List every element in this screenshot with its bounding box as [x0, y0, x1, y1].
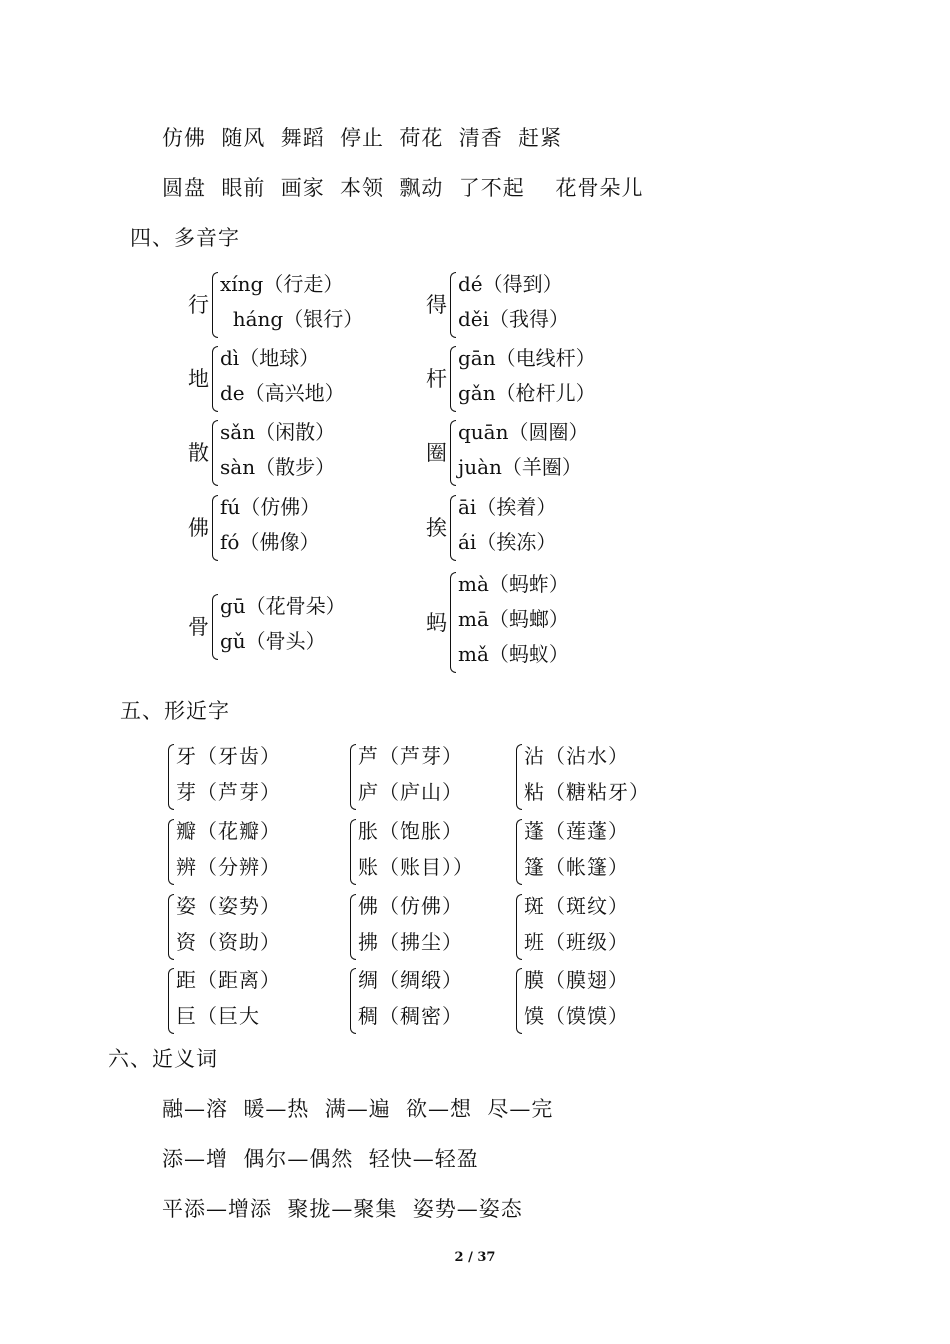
- brace-icon: [350, 968, 356, 1034]
- section-5-title: 五、形近字: [120, 699, 230, 723]
- similar-char: 资（资助）: [176, 930, 281, 954]
- section-6-title: 六、近义词: [108, 1047, 218, 1071]
- brace-icon: [350, 894, 356, 960]
- polyphonic-char: 杆: [426, 367, 447, 391]
- brace-icon: [450, 572, 456, 673]
- similar-char: 距（距离）: [176, 968, 281, 992]
- similar-char: 庐（庐山）: [358, 780, 463, 804]
- reading: fú（仿佛）: [220, 495, 321, 519]
- similar-char: 辨（分辨）: [176, 855, 281, 879]
- brace-icon: [450, 346, 456, 412]
- brace-icon: [212, 346, 218, 412]
- reading: mǎ（蚂蚁）: [458, 642, 569, 666]
- vocab-line-1: 仿佛 随风 舞蹈 停止 荷花 清香 赶紧: [162, 126, 563, 150]
- brace-icon: [516, 968, 522, 1034]
- similar-char: 绸（绸缎）: [358, 968, 463, 992]
- reading: dì（地球）: [220, 346, 320, 370]
- brace-icon: [212, 272, 218, 338]
- similar-char: 篷（帐篷）: [524, 855, 629, 879]
- brace-icon: [168, 744, 174, 810]
- brace-icon: [450, 495, 456, 561]
- reading: ái（挨冻）: [458, 530, 557, 554]
- brace-icon: [516, 744, 522, 810]
- reading: gǔ（骨头）: [220, 629, 326, 653]
- reading: fó（佛像）: [220, 530, 320, 554]
- similar-char: 账（账目））: [358, 855, 474, 879]
- similar-char: 班（班级）: [524, 930, 629, 954]
- brace-icon: [450, 272, 456, 338]
- brace-icon: [516, 894, 522, 960]
- similar-char: 拂（拂尘）: [358, 930, 463, 954]
- similar-char: 沾（沾水）: [524, 744, 629, 768]
- brace-icon: [168, 968, 174, 1034]
- reading: dé（得到）: [458, 272, 563, 296]
- reading: gān（电线杆）: [458, 346, 596, 370]
- similar-char: 膜（膜翅）: [524, 968, 629, 992]
- polyphonic-char: 行: [188, 293, 209, 317]
- synonym-line-3: 平添—增添 聚拢—聚集 姿势—姿态: [162, 1197, 523, 1221]
- reading: gǎn（枪杆儿）: [458, 381, 596, 405]
- page-number: 2 / 37: [454, 1250, 496, 1265]
- reading: āi（挨着）: [458, 495, 557, 519]
- brace-icon: [212, 420, 218, 486]
- similar-char: 稠（稠密）: [358, 1004, 463, 1028]
- polyphonic-char: 圈: [426, 441, 447, 465]
- polyphonic-char: 蚂: [426, 610, 447, 635]
- polyphonic-char: 佛: [188, 516, 209, 540]
- polyphonic-char: 散: [188, 441, 209, 465]
- reading: mā（蚂螂）: [458, 607, 569, 631]
- similar-char: 姿（姿势）: [176, 894, 281, 918]
- similar-char: 瓣（花瓣）: [176, 819, 281, 843]
- reading: sàn（散步）: [220, 455, 336, 479]
- similar-char: 牙（牙齿）: [176, 744, 281, 768]
- similar-char: 芦（芦芽）: [358, 744, 463, 768]
- polyphonic-char: 地: [188, 367, 209, 391]
- brace-icon: [212, 495, 218, 561]
- polyphonic-char: 得: [426, 293, 447, 317]
- similar-char: 粘（糖粘牙）: [524, 780, 650, 804]
- vocab-line-2: 圆盘 眼前 画家 本领 飘动 了不起 花骨朵儿: [162, 176, 644, 200]
- reading: gū（花骨朵）: [220, 594, 346, 618]
- reading: xíng（行走）: [220, 272, 344, 296]
- brace-icon: [212, 594, 218, 660]
- brace-icon: [350, 744, 356, 810]
- synonym-line-2: 添—增 偶尔—偶然 轻快—轻盈: [162, 1147, 479, 1171]
- similar-char: 蓬（莲蓬）: [524, 819, 629, 843]
- similar-char: 斑（斑纹）: [524, 894, 629, 918]
- synonym-line-1: 融—溶 暖—热 满—遍 欲—想 尽—完: [162, 1097, 554, 1121]
- brace-icon: [350, 819, 356, 885]
- reading: sǎn（闲散）: [220, 420, 336, 444]
- similar-char: 馍（馍馍）: [524, 1004, 629, 1028]
- section-4-title: 四、多音字: [130, 226, 240, 250]
- similar-char: 佛（仿佛）: [358, 894, 463, 918]
- brace-icon: [168, 819, 174, 885]
- reading: háng（银行）: [220, 307, 364, 331]
- polyphonic-char: 挨: [426, 516, 447, 540]
- brace-icon: [168, 894, 174, 960]
- polyphonic-char: 骨: [188, 615, 209, 639]
- reading: quān（圆圈）: [458, 420, 589, 444]
- reading: juàn（羊圈）: [458, 455, 582, 479]
- reading: de（高兴地）: [220, 381, 345, 405]
- similar-char: 胀（饱胀）: [358, 819, 463, 843]
- reading: děi（我得）: [458, 307, 570, 331]
- reading: mà（蚂蚱）: [458, 572, 569, 596]
- brace-icon: [450, 420, 456, 486]
- similar-char: 巨（巨大: [176, 1004, 260, 1028]
- similar-char: 芽（芦芽）: [176, 780, 281, 804]
- brace-icon: [516, 819, 522, 885]
